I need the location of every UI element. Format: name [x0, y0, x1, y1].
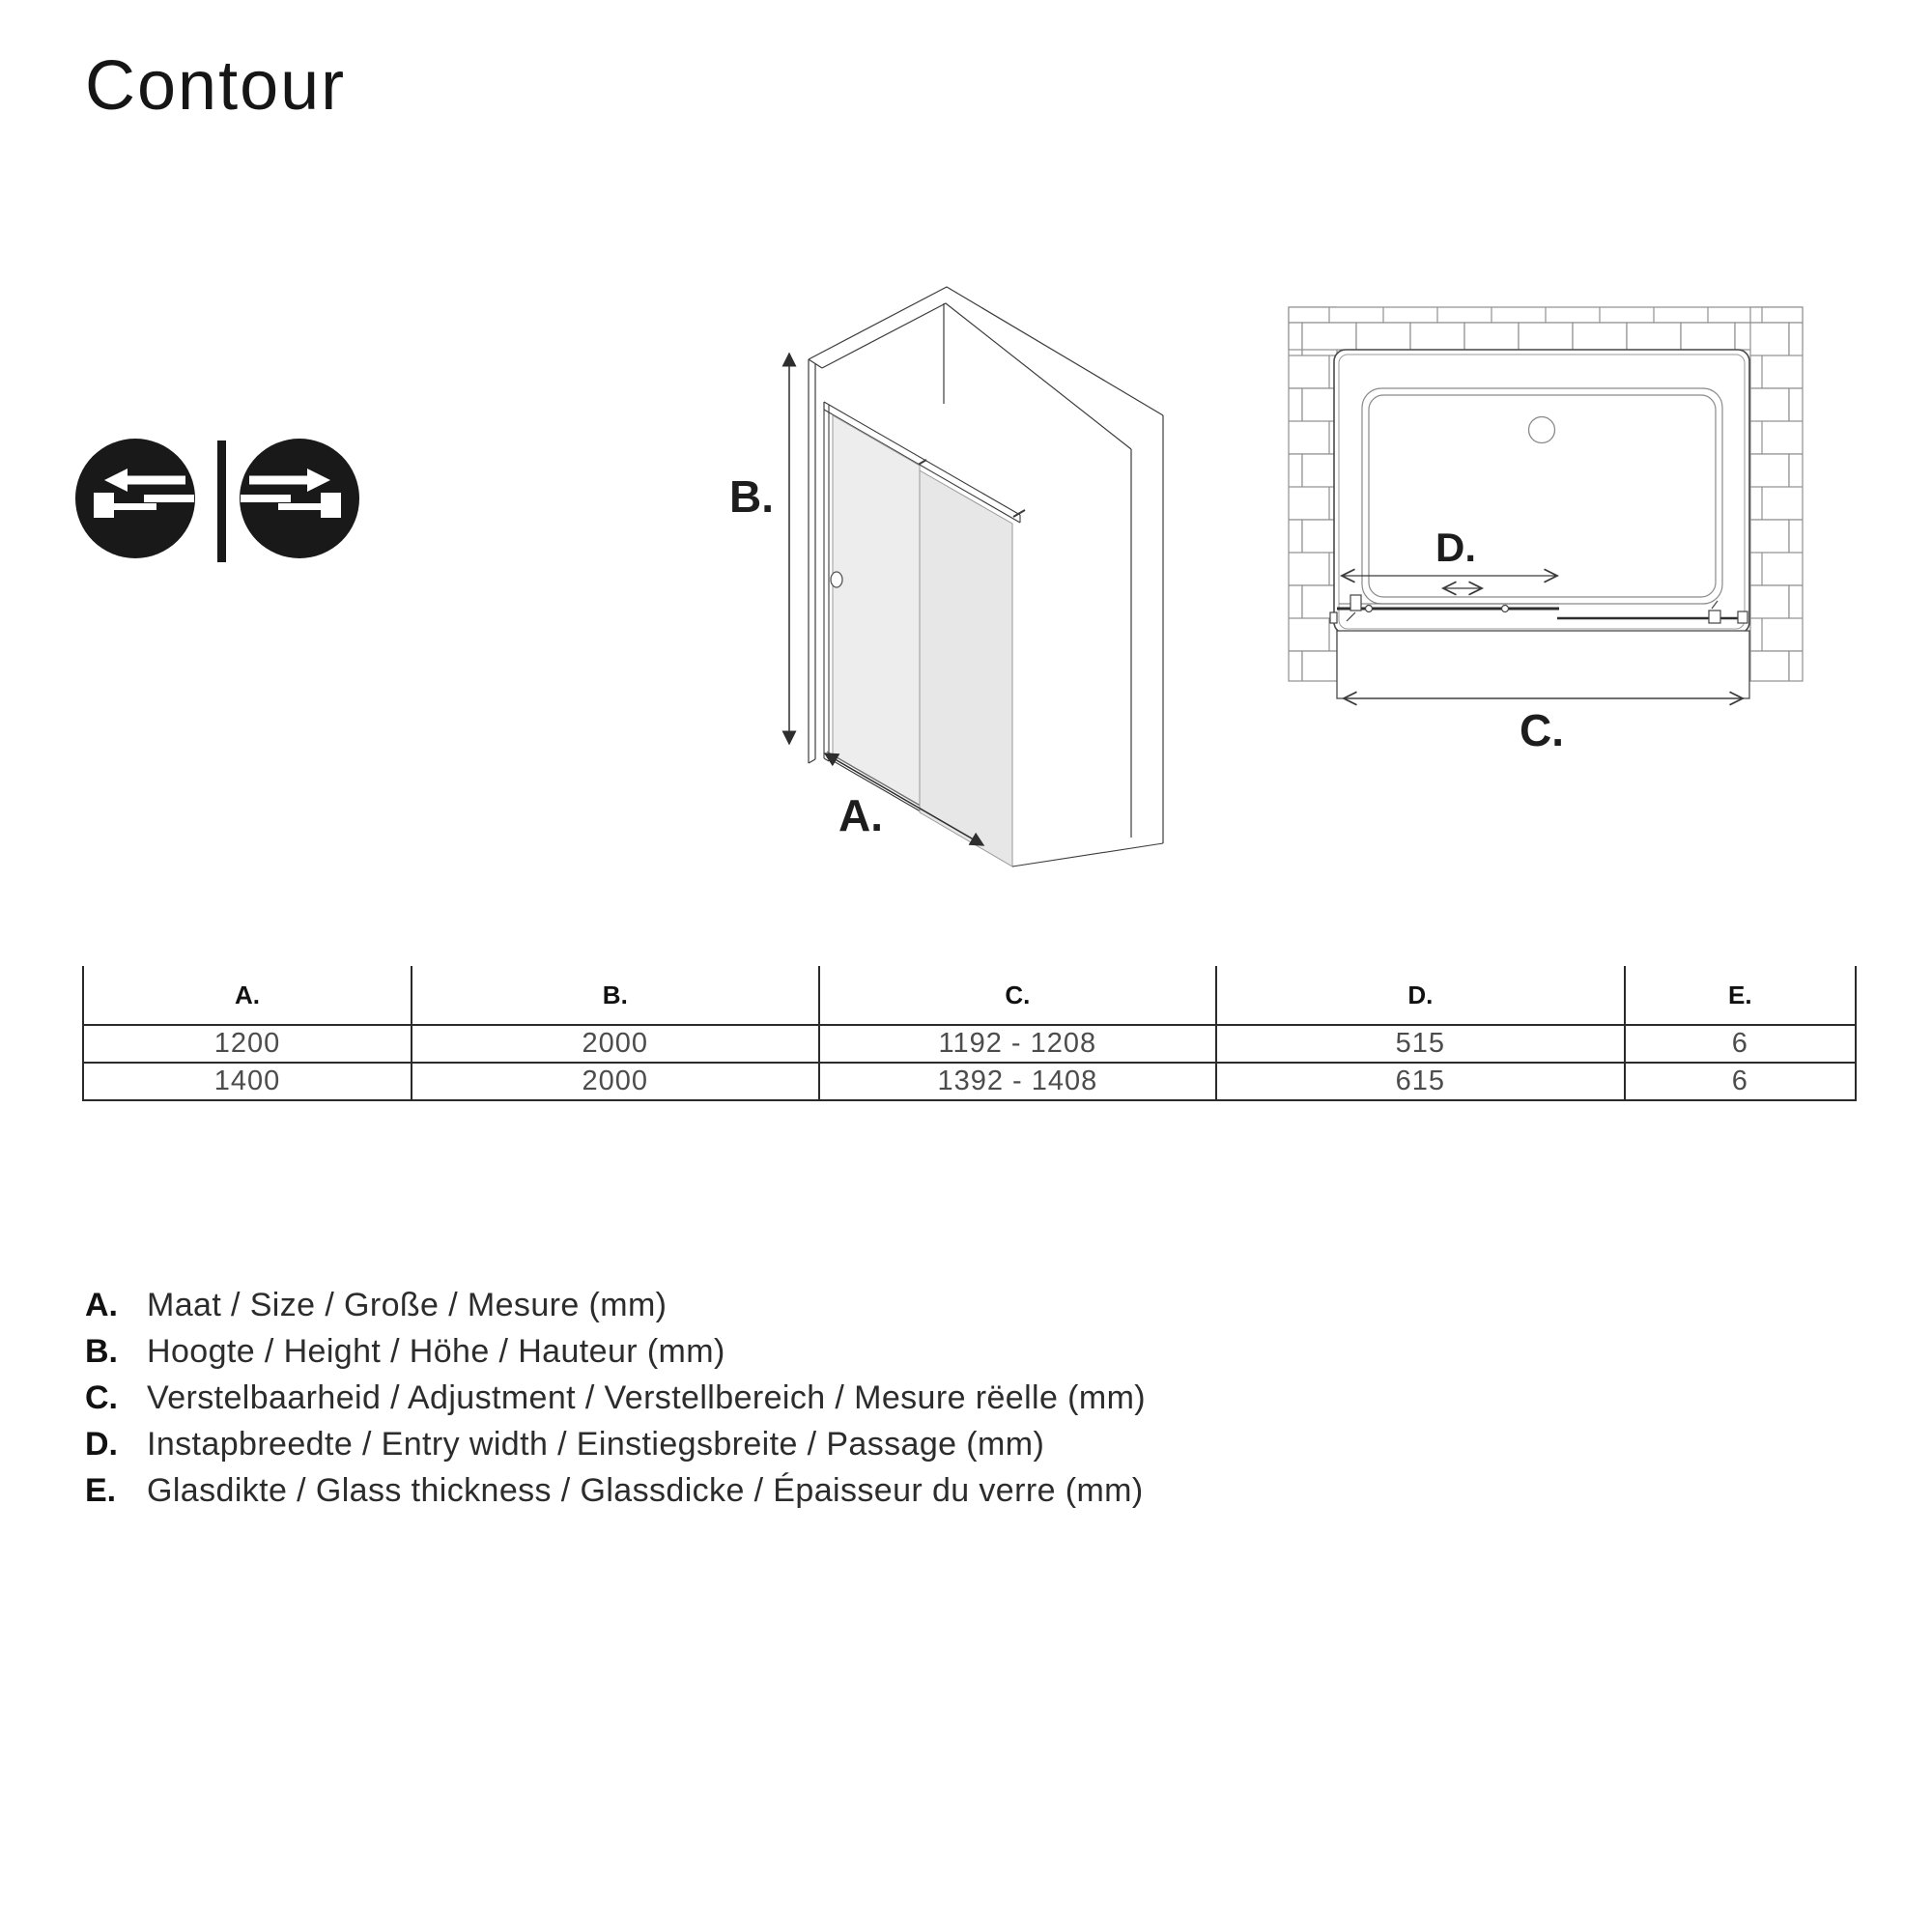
table-cell: 2000	[412, 1064, 820, 1099]
legend-key: D.	[85, 1426, 118, 1463]
table-cell: 1200	[84, 1026, 412, 1062]
enclosure-frame	[1334, 350, 1749, 634]
height-label: B.	[729, 471, 774, 522]
legend-item	[85, 1426, 1146, 1472]
slide-right-icon	[240, 439, 359, 558]
table-cell: 515	[1217, 1026, 1626, 1062]
table-cell: 1192 - 1208	[820, 1026, 1218, 1062]
legend-item	[85, 1287, 1146, 1333]
isometric-drawing	[580, 213, 1217, 889]
legend-text: Maat / Size / Große / Mesure (mm)	[147, 1287, 668, 1323]
fixed-glass-panel	[833, 415, 920, 806]
table-header-cell: C.	[820, 966, 1218, 1024]
table-cell: 2000	[412, 1026, 820, 1062]
width-label: A.	[838, 790, 883, 840]
tray-apron	[1337, 631, 1749, 698]
legend-key: A.	[85, 1287, 118, 1323]
legend-item	[85, 1379, 1146, 1426]
legend	[85, 1287, 1146, 1519]
table-header-cell: D.	[1217, 966, 1626, 1024]
icon-divider	[217, 440, 226, 562]
table-cell: 6	[1731, 1065, 1748, 1096]
legend-item	[85, 1472, 1146, 1519]
legend-text: Instapbreedte / Entry width / Einstiegsbreite / Passage (mm)	[147, 1426, 1045, 1463]
table-cell: 1392 - 1408	[820, 1064, 1218, 1099]
table-header-cell: E.	[1727, 980, 1752, 1009]
legend-text: Hoogte / Height / Höhe / Hauteur (mm)	[147, 1333, 725, 1370]
table-cell: 1400	[84, 1064, 412, 1099]
legend-key: E.	[85, 1472, 117, 1509]
slide-left-icon	[75, 439, 195, 558]
size-table	[82, 966, 1857, 1101]
roller	[1366, 606, 1373, 612]
roller	[1502, 606, 1509, 612]
table-row	[84, 1062, 1855, 1101]
legend-key: C.	[85, 1379, 118, 1416]
legend-item	[85, 1333, 1146, 1379]
legend-key: B.	[85, 1333, 118, 1370]
entry-label: D.	[1435, 525, 1476, 570]
table-cell: 615	[1217, 1064, 1626, 1099]
sliding-glass-panel	[920, 470, 1012, 867]
door-handle-knob	[831, 572, 842, 587]
adjustment-label: C.	[1520, 705, 1564, 755]
product-title: Contour	[85, 47, 347, 125]
legend-text: Glasdikte / Glass thickness / Glassdicke / Épaisseur du verre (mm)	[147, 1472, 1144, 1509]
legend-text: Verstelbaarheid / Adjustment / Verstellbereich / Mesure rëelle (mm)	[147, 1379, 1147, 1416]
top-view-drawing	[1275, 290, 1826, 782]
left-jamb-profile	[1350, 595, 1361, 611]
table-header-cell: A.	[84, 966, 412, 1024]
slide-direction-icons	[58, 425, 386, 580]
table-header-cell: B.	[412, 966, 820, 1024]
table-row	[84, 1024, 1855, 1062]
table-cell: 6	[1731, 1028, 1748, 1059]
table-header-row	[84, 966, 1855, 1024]
